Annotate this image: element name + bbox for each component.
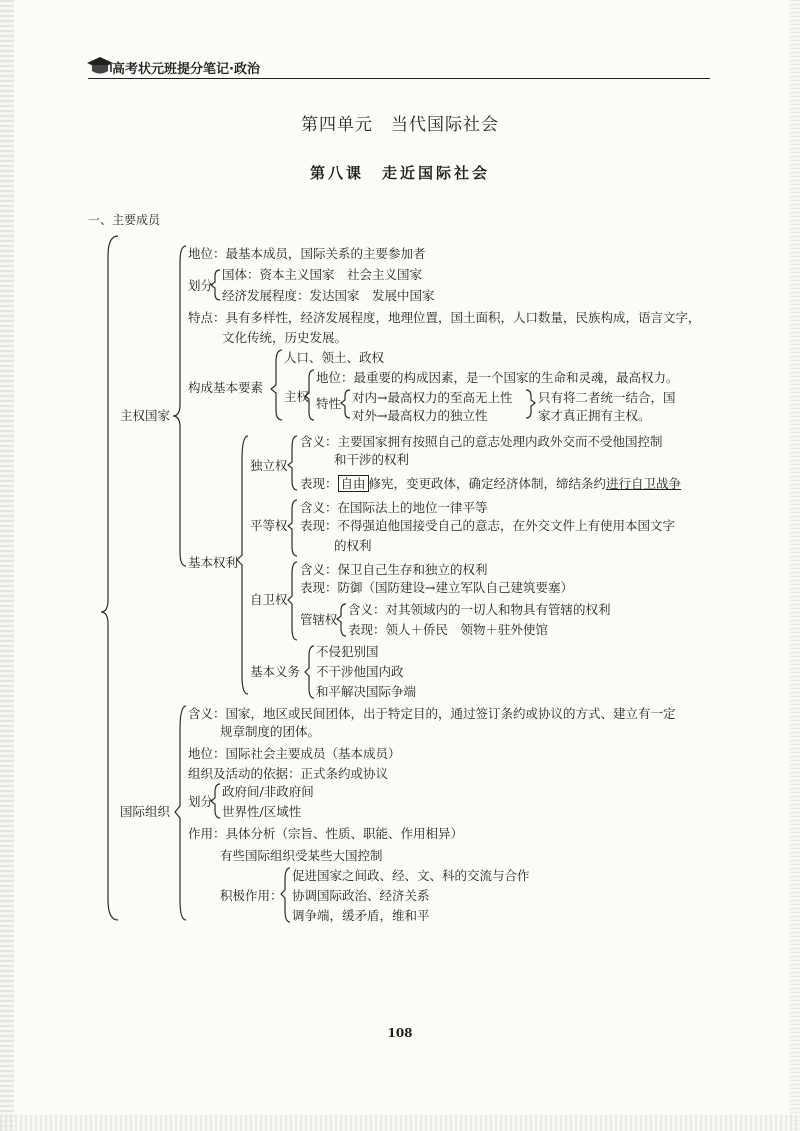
brace-elements [271,350,282,420]
brace-jurisdiction [337,604,346,636]
classify-by-nature: 国体：资本主义国家 社会主义国家 [222,267,423,282]
lesson-title: 第八课 走近国际社会 [309,164,490,182]
sovereign-status: 地位：最基本成员，国际关系的主要参加者 [188,246,426,261]
book-title: 高考状元班提分笔记·政治 [112,62,260,77]
unity-line2: 家才真正拥有主权。 [538,408,651,423]
duty-item: 和平解决国际争端 [316,684,417,699]
duty-item: 不侵犯别国 [316,644,379,659]
node-equality: 平等权 [250,518,288,533]
brace-rights [237,436,248,694]
node-elements: 构成基本要素 [188,380,264,395]
org-classify-label: 划分 [188,794,214,809]
org-role: 作用：具体分析（宗旨、性质、职能、作用相异） [188,826,464,841]
org-status: 地位：国际社会主要成员（基本成员） [188,746,401,761]
underlined-keyword: 进行自卫战争 [606,476,682,491]
node-jurisdiction: 管辖权 [300,612,338,627]
self-defense-meaning: 含义：保卫自己生存和独立的权利 [300,562,488,577]
node-independence: 独立权 [250,458,288,473]
org-classify-a: 政府间/非政府间 [222,784,314,799]
brace-equality [288,500,297,556]
brace-main [101,236,118,920]
page-number: 108 [387,1026,413,1040]
brace-intl-org [175,706,186,920]
org-classify-b: 世界性/区域性 [222,804,302,819]
brace-attr [341,390,350,418]
unit-title: 第四单元 当代国际社会 [301,115,499,135]
positive-item: 协调国际政治、经济关系 [292,888,430,903]
org-meaning: 含义：国家，地区或民间团体，出于特定目的，通过签订条约或协议的方式、建立有一定 [188,706,676,721]
positive-item: 促进国家之间政、经、文、科的交流与合作 [292,868,530,883]
equality-manifest-cont: 的权利 [334,538,372,553]
sovereign-features: 特点：具有多样性，经济发展程度，地理位置，国土面积，人口数量，民族构成，语言文字， [188,310,701,325]
org-meaning-cont: 规章制度的团体。 [220,724,321,739]
section-title: 一、主要成员 [88,213,161,227]
equality-manifest: 表现：不得强迫他国接受自己的意志，在外交文件上有使用本国文字 [300,518,676,533]
brace-duties [305,646,314,698]
node-positive: 积极作用： [220,888,283,903]
sovereign-classify-label: 划分 [188,278,214,293]
independence-meaning-cont: 和干涉的权利 [334,452,410,467]
jurisdiction-manifest: 表现：领人＋侨民 领物＋驻外使馆 [348,622,549,637]
positive-item: 调争端，缓矛盾，维和平 [292,908,430,923]
attr-external: 对外→最高权力的独立性 [352,408,488,423]
node-attr: 特性 [316,396,342,411]
boxed-keyword: 自由 [338,475,369,492]
org-controlled: 有些国际组织受某些大国控制 [220,848,383,863]
org-basis: 组织及活动的依据：正式条约或协议 [188,766,389,781]
duty-item: 不干涉他国内政 [316,664,404,679]
brace-independence [288,436,297,490]
node-sovereign: 主权国家 [120,408,171,423]
node-intl-org: 国际组织 [120,804,171,819]
node-self-defense: 自卫权 [250,592,288,607]
equality-meaning: 含义：在国际法上的地位一律平等 [300,500,488,515]
jurisdiction-meaning: 含义：对其领域内的一切人和物具有管辖的权利 [348,602,611,617]
self-defense-manifest: 表现：防御（国防建设→建立军队自己建筑要塞） [300,580,573,595]
sovereign-features-cont: 文化传统，历史发展。 [222,330,348,345]
node-duties: 基本义务 [250,664,301,679]
attr-internal: 对内→最高权力的至高无上性 [352,390,513,405]
brace-selfdef [288,562,297,640]
node-sov: 主权 [284,389,310,404]
unity-line1: 只有将二者统一结合，国 [538,390,676,405]
classify-by-development: 经济发展程度：发达国家 发展中国家 [222,288,435,303]
independence-meaning: 含义：主要国家拥有按照自己的意志处理内政外交而不受他国控制 [300,434,663,449]
brace-sovereign [173,246,186,566]
sov-status: 地位：最重要的构成因素，是一个国家的生命和灵魂，最高权力。 [316,370,679,385]
brace-unity [526,390,535,418]
independence-manifest: 表现： 自由 修宪，变更政体，确定经济体制，缔结条约进行自卫战争 [300,476,682,491]
elements-basic: 人口、领土、政权 [284,350,385,365]
node-rights: 基本权利 [188,555,239,570]
